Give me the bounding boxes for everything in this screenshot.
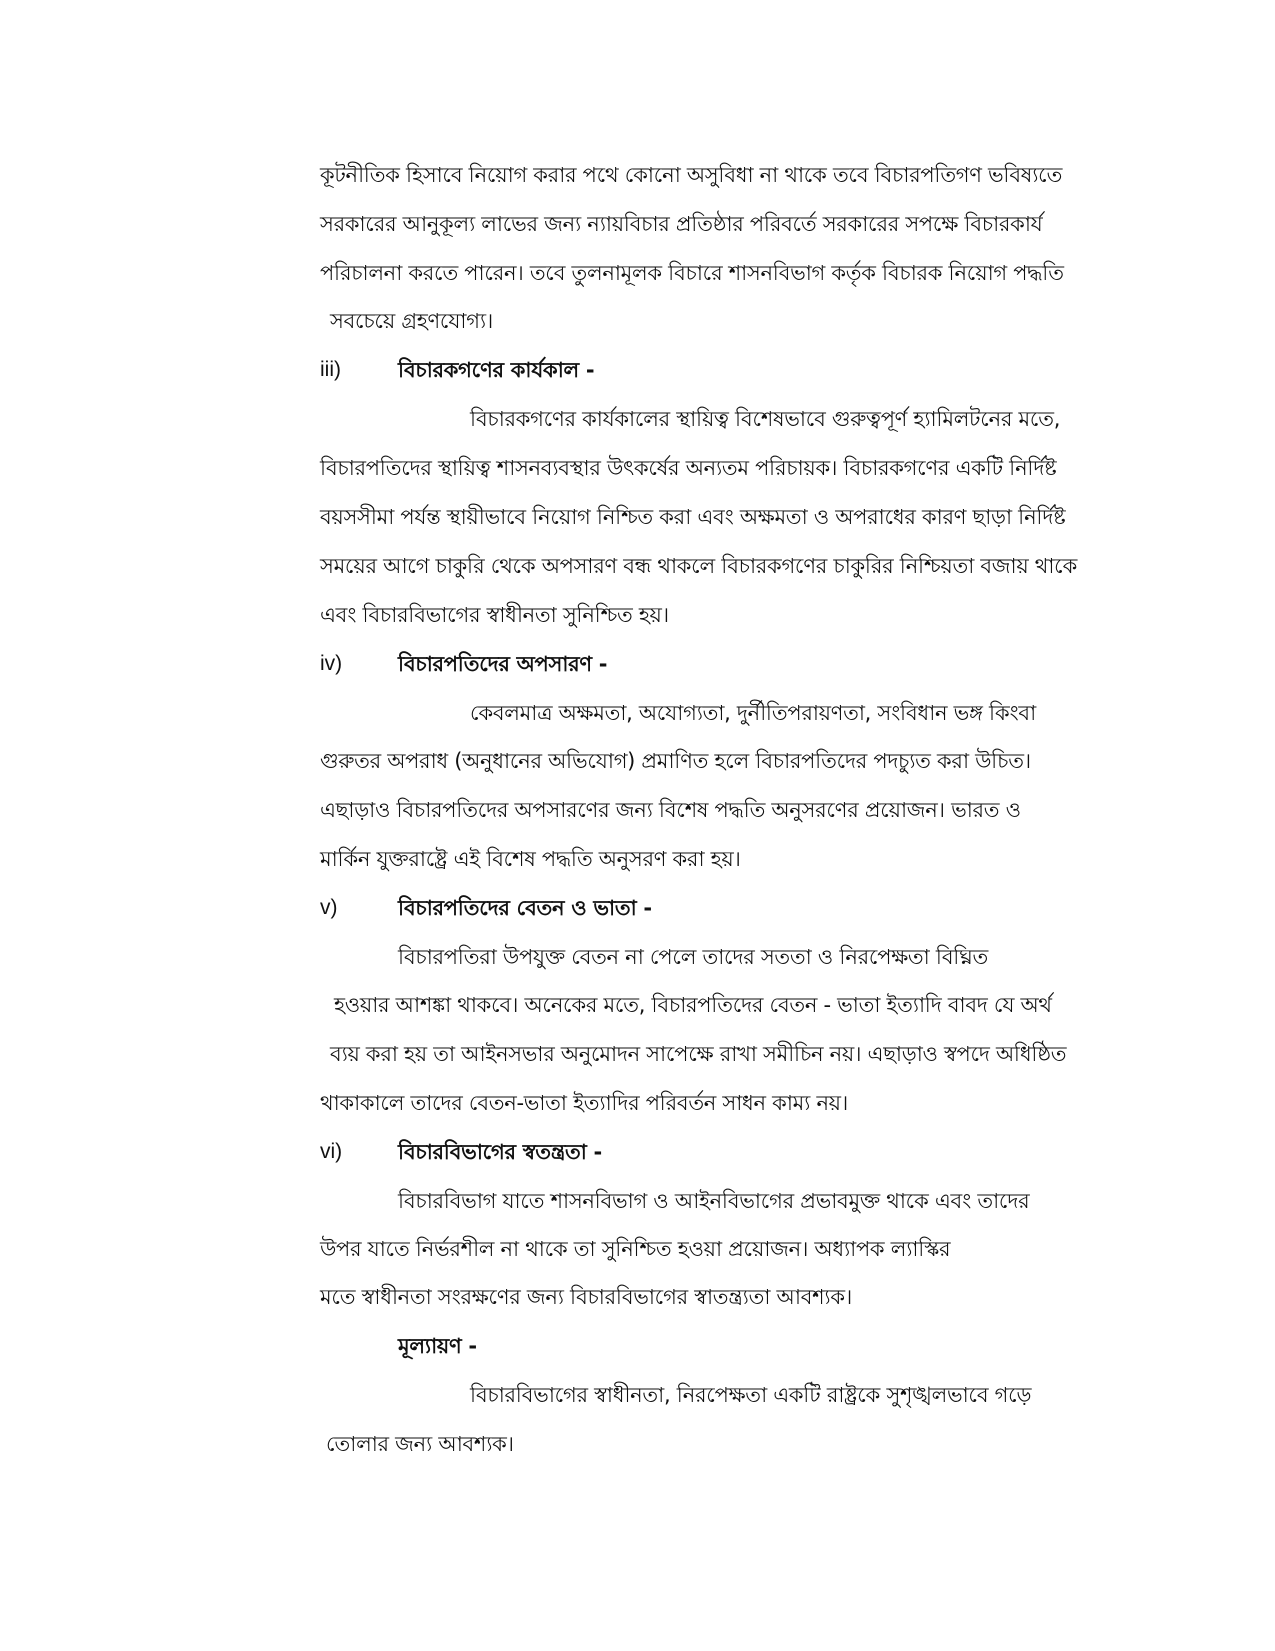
evaluation-heading: মূল্যায়ণ - xyxy=(398,1334,477,1358)
text-line: পরিচালনা করতে পারেন। তবে তুলনামূলক বিচারে শাসনবিভাগ কর্তৃক বিচারক নিয়োগ পদ্ধতি xyxy=(320,261,1064,285)
text-line: কূটনীতিক হিসাবে নিয়োগ করার পথে কোনো অসুবিধা না থাকে তবে বিচারপতিগণ ভবিষ্যতে xyxy=(320,163,1063,187)
text-line: কেবলমাত্র অক্ষমতা, অযোগ্যতা, দুর্নীতিপরায়ণতা, সংবিধান ভঙ্গ কিংবা xyxy=(470,701,1036,725)
text-line: মতে স্বাধীনতা সংরক্ষণের জন্য বিচারবিভাগের স্বাতন্ত্র্যতা আবশ্যক। xyxy=(320,1285,852,1309)
section-number: iii) xyxy=(320,358,341,381)
text-line: বিচারপতিরা উপযুক্ত বেতন না পেলে তাদের সততা ও নিরপেক্ষতা বিঘ্নিত xyxy=(398,945,988,969)
text-line: উপর যাতে নির্ভরশীল না থাকে তা সুনিশ্চিত হওয়া প্রয়োজন। অধ্যাপক ল্যাস্কির xyxy=(320,1237,951,1261)
text-line: বয়সসীমা পর্যন্ত স্থায়ীভাবে নিয়োগ নিশ্চিত করা এবং অক্ষমতা ও অপরাধের কারণ ছাড়া নির্দিষ্ট xyxy=(320,505,1066,529)
section-number: v) xyxy=(320,896,338,919)
section-number: vi) xyxy=(320,1140,343,1163)
text-line: বিচারবিভাগের স্বাধীনতা, নিরপেক্ষতা একটি রাষ্ট্রকে সুশৃঙ্খলভাবে গড়ে xyxy=(470,1383,1032,1407)
text-line: মার্কিন যুক্তরাষ্ট্রে এই বিশেষ পদ্ধতি অনুসরণ করা হয়। xyxy=(320,847,741,871)
text-line: সবচেয়ে গ্রহণযোগ্য। xyxy=(330,309,493,333)
text-line: সময়ের আগে চাকুরি থেকে অপসারণ বন্ধ থাকলে বিচারকগণের চাকুরির নিশ্চিয়তা বজায় থাকে xyxy=(320,554,1078,578)
section-number: iv) xyxy=(320,652,343,675)
text-line: এবং বিচারবিভাগের স্বাধীনতা সুনিশ্চিত হয়। xyxy=(320,603,669,627)
text-line: থাকাকালে তাদের বেতন-ভাতা ইত্যাদির পরিবর্তন সাধন কাম্য নয়। xyxy=(320,1091,848,1115)
section-heading: বিচারকগণের কার্যকাল - xyxy=(398,358,595,382)
section-heading: বিচারপতিদের বেতন ও ভাতা - xyxy=(398,896,652,920)
text-line: বিচারকগণের কার্যকালের স্থায়িত্ব বিশেষভাবে গুরুত্বপূর্ণ হ্যামিলটনের মতে, xyxy=(470,407,1061,431)
text-line: হওয়ার আশঙ্কা থাকবে। অনেকের মতে, বিচারপতিদের বেতন - ভাতা ইত্যাদি বাবদ যে অর্থ xyxy=(334,993,1052,1017)
text-line: তোলার জন্য আবশ্যক। xyxy=(326,1432,514,1456)
text-line: বিচারপতিদের স্থায়িত্ব শাসনব্যবস্থার উৎকর্ষের অন্যতম পরিচায়ক। বিচারকগণের একটি নির্দিষ্ট xyxy=(320,456,1057,480)
section-heading: বিচারবিভাগের স্বতন্ত্রতা - xyxy=(398,1140,602,1164)
text-line: ব্যয় করা হয় তা আইনসভার অনুমোদন সাপেক্ষে রাখা সমীচিন নয়। এছাড়াও স্বপদে অধিষ্ঠিত xyxy=(330,1042,1067,1066)
text-line: এছাড়াও বিচারপতিদের অপসারণের জন্য বিশেষ পদ্ধতি অনুসরণের প্রয়োজন। ভারত ও xyxy=(320,798,1021,822)
text-line: বিচারবিভাগ যাতে শাসনবিভাগ ও আইনবিভাগের প্রভাবমুক্ত থাকে এবং তাদের xyxy=(398,1189,1030,1213)
section-heading: বিচারপতিদের অপসারণ - xyxy=(398,652,608,676)
text-line: গুরুতর অপরাধ (অনুধানের অভিযোগ) প্রমাণিত হলে বিচারপতিদের পদচ্যুত করা উচিত। xyxy=(320,749,1031,773)
text-line: সরকারের আনুকূল্য লাভের জন্য ন্যায়বিচার প্রতিষ্ঠার পরিবর্তে সরকারের সপক্ষে বিচারকার্য xyxy=(320,212,1043,236)
